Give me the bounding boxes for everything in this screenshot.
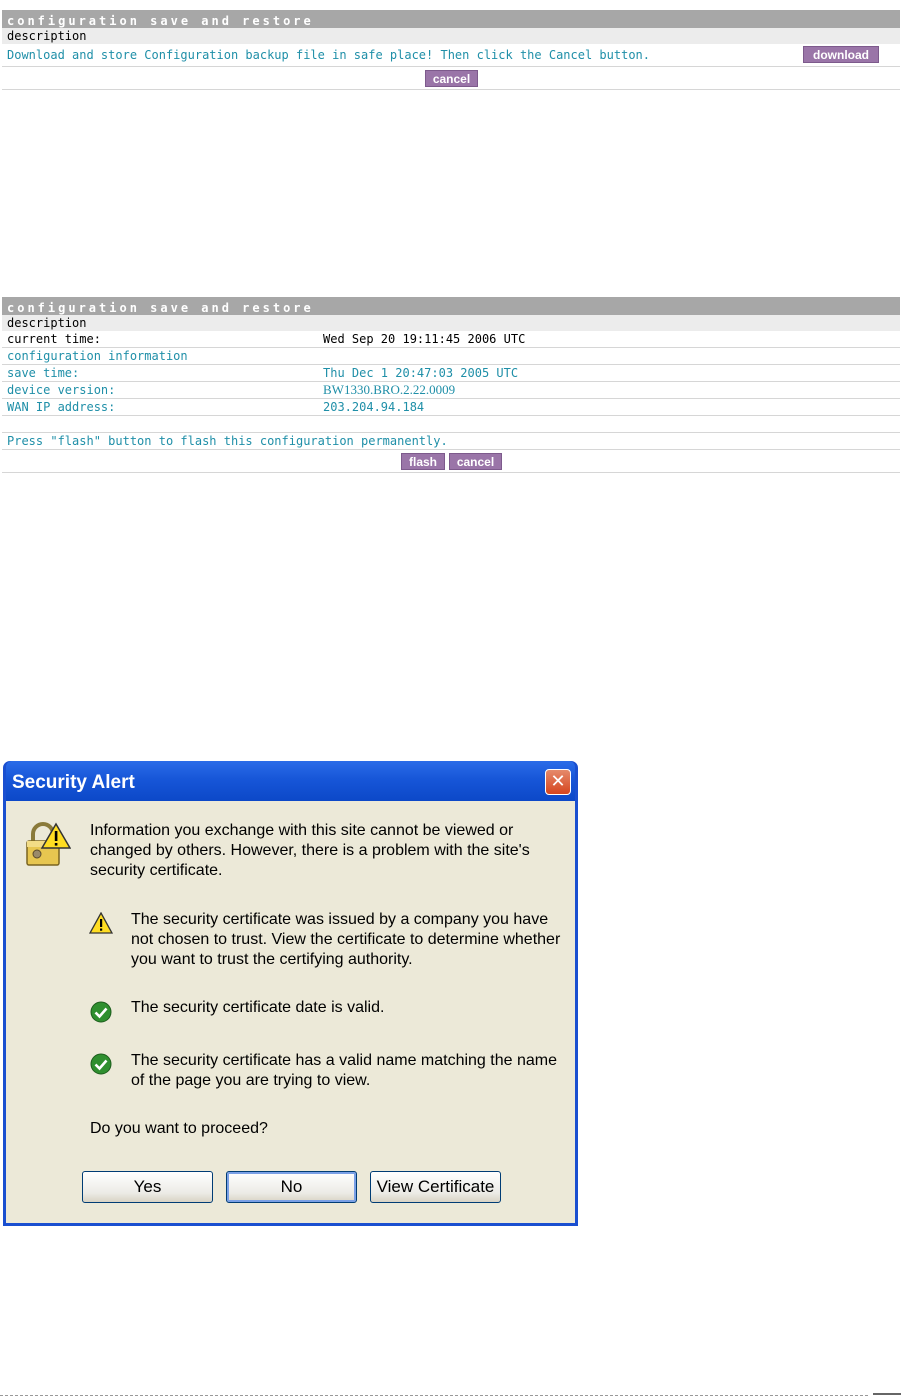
description-row [2,315,900,331]
item-line: of the page you are trying to view. [131,1072,371,1089]
intro-line: changed by others. However, there is a problem with the site's [90,842,530,859]
dialog-title: Security Alert [12,772,135,793]
yes-button[interactable]: Yes [82,1171,213,1203]
intro-text [90,821,530,881]
flash-message-row [2,433,900,450]
item-line: The security certificate date is valid. [131,999,385,1016]
panel-header: configuration save and restore [2,10,900,28]
description-row [2,28,900,44]
info-row-save-time [2,365,900,382]
row-label: WAN IP address: [7,400,116,414]
info-row-current-time [2,331,900,348]
row-label: device version: [7,383,116,397]
description-label: description [7,29,87,43]
item-line: The security certificate has a valid name matching the name [131,1052,557,1069]
spacer-row [2,416,900,433]
config-panel-flash [2,297,900,473]
info-row-device-version [2,382,900,399]
item-line: The security certificate was issued by a company you have [131,911,549,928]
row-value: BW1330.BRO.2.22.0009 [323,382,456,397]
page-marker [873,1393,901,1395]
download-message-row [2,44,900,67]
row-value: Thu Dec 1 20:47:03 2005 UTC [323,366,519,380]
panel-header: configuration save and restore [2,297,900,315]
row-value: Wed Sep 20 19:11:45 2006 UTC [323,332,526,346]
download-message: Download and store Configuration backup file in safe place! Then click the Cancel button. [7,48,650,62]
close-icon[interactable]: ✕ [545,769,571,795]
row-label: save time: [7,366,80,380]
flash-button[interactable]: flash [401,453,445,470]
check-icon [90,1053,112,1075]
intro-line: security certificate. [90,862,223,879]
row-value: 203.204.94.184 [323,400,425,414]
lock-warning-icon [23,821,71,869]
dialog-titlebar[interactable] [6,761,575,801]
proceed-question: Do you want to proceed? [90,1120,268,1137]
security-alert-dialog [3,761,578,1226]
flash-message: Press "flash" button to flash this configuration permanently. [7,434,448,448]
config-panel-download [2,10,900,90]
view-certificate-button[interactable]: View Certificate [370,1171,501,1203]
dialog-body [6,801,575,1223]
info-row-configuration-information [2,348,900,365]
info-row-wan-ip [2,399,900,416]
row-label: current time: [7,332,101,346]
cancel-button[interactable]: cancel [425,70,478,87]
download-button[interactable]: download [803,46,879,63]
intro-line: Information you exchange with this site cannot be viewed or [90,822,514,839]
no-button[interactable]: No [226,1171,357,1203]
cancel-button[interactable]: cancel [449,453,502,470]
description-label: description [7,316,87,330]
cancel-row [2,67,900,90]
check-icon [90,1001,112,1023]
certificate-date-text [131,998,384,1018]
flash-buttons-row [2,450,900,473]
certificate-name-text [131,1051,557,1091]
row-label: configuration information [7,349,188,363]
warning-icon [89,912,113,934]
item-line: you want to trust the certifying authority. [131,951,413,968]
page-divider [0,1395,868,1396]
item-line: not chosen to trust. View the certificate to determine whether [131,931,561,948]
certificate-trust-text [131,910,560,970]
